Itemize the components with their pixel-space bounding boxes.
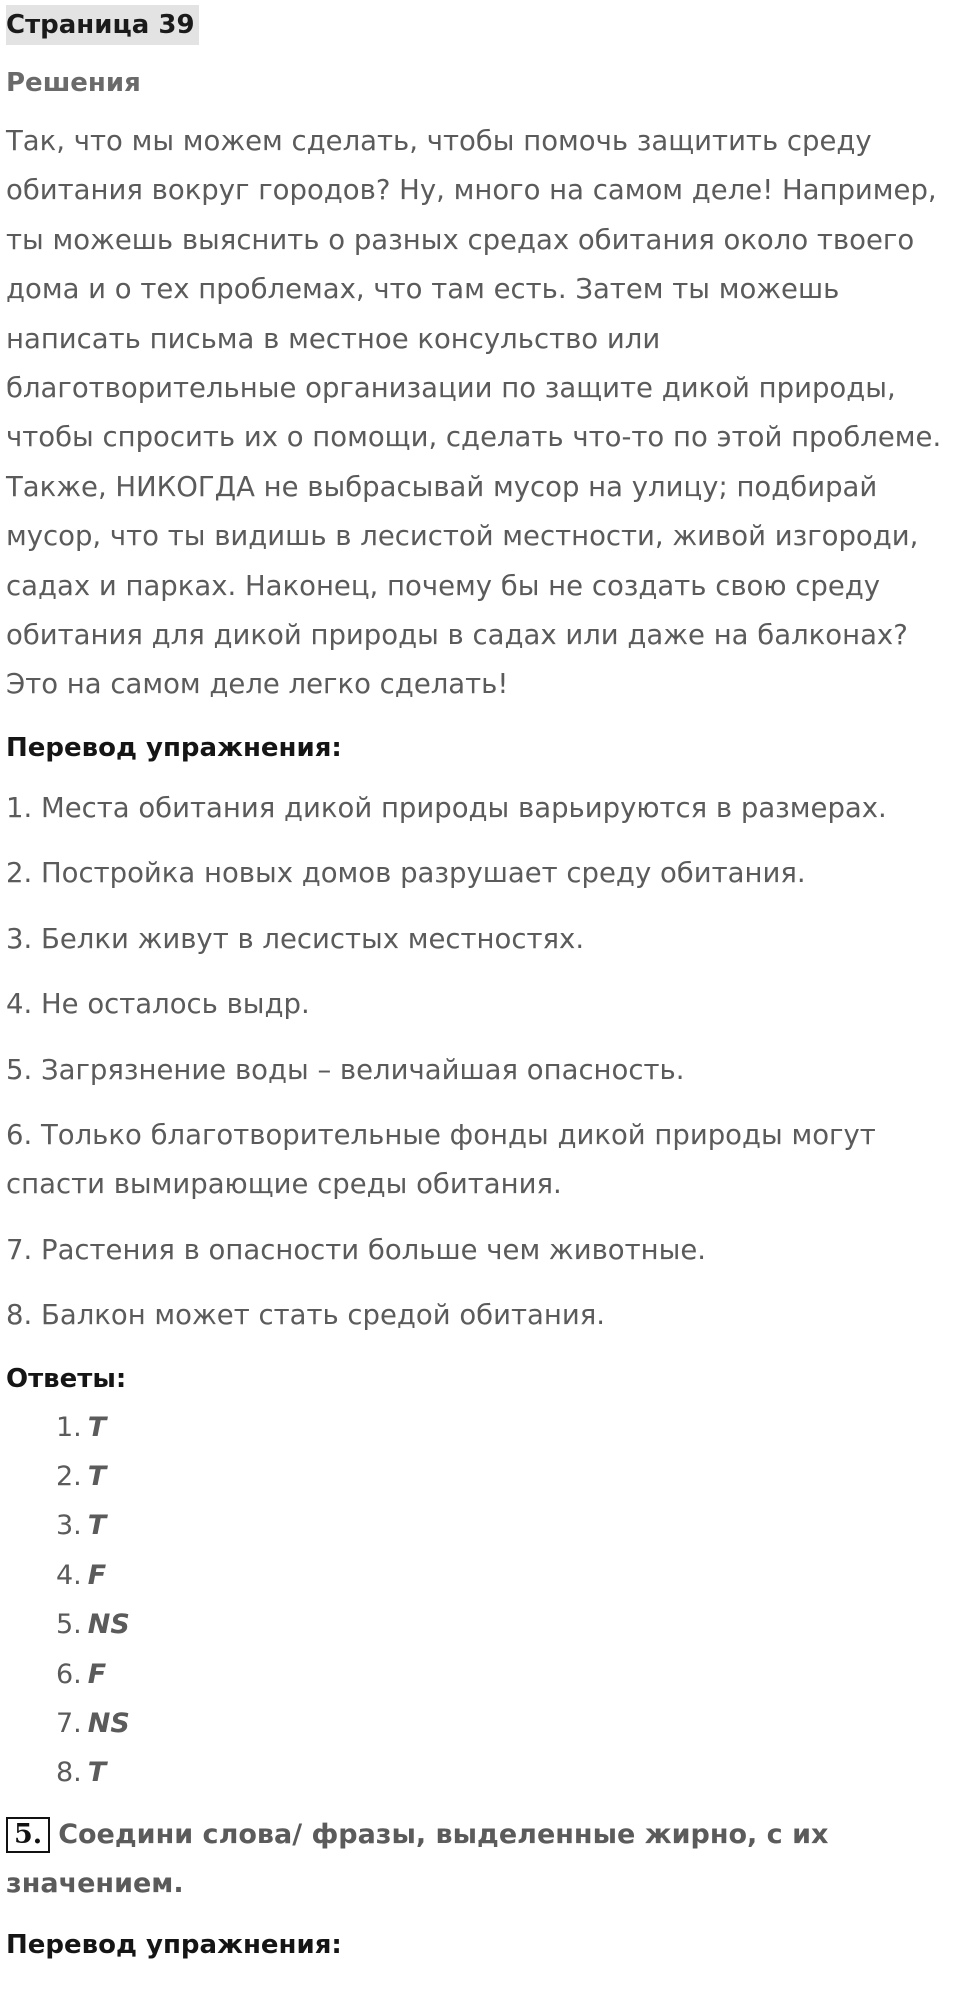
answer-number: 1.	[56, 1411, 82, 1443]
answer-number: 7.	[56, 1707, 82, 1739]
answer-value: NS	[87, 1707, 130, 1739]
sentence-item: 5. Загрязнение воды – величайшая опасность.	[6, 1053, 685, 1086]
answer-value: NS	[87, 1609, 130, 1641]
answer-value: F	[87, 1658, 107, 1690]
task-number-box: 5.	[6, 1817, 50, 1853]
answer-value: T	[87, 1510, 107, 1542]
sentence-item: 2. Постройка новых домов разрушает среду обитания.	[6, 857, 806, 890]
section-title: Решения	[6, 68, 141, 98]
answer-item	[56, 1452, 954, 1501]
answer-item	[56, 1650, 954, 1699]
answers-list	[6, 1403, 954, 1798]
answer-item	[56, 1551, 954, 1600]
answer-item	[56, 1748, 954, 1797]
answer-value: T	[87, 1411, 107, 1443]
answer-item	[56, 1403, 954, 1452]
sentence-item: 8. Балкон может стать средой обитания.	[6, 1299, 606, 1332]
answer-value: F	[87, 1559, 107, 1591]
sentence-item: 4. Не осталось выдр.	[6, 988, 310, 1021]
answer-item	[56, 1501, 954, 1550]
answer-number: 3.	[56, 1510, 82, 1542]
answer-item	[56, 1699, 954, 1748]
answer-item	[56, 1600, 954, 1649]
task-heading	[6, 1810, 954, 1909]
answer-number: 5.	[56, 1609, 82, 1641]
sentence-item: 6. Только благотворительные фонды дикой природы могут спасти вымирающие среды обитания.	[6, 1118, 876, 1201]
translation-heading-2: Перевод упражнения:	[6, 1929, 342, 1960]
answer-number: 4.	[56, 1559, 82, 1591]
task-text: Соедини слова/ фразы, выделенные жирно, с их значением.	[6, 1818, 829, 1900]
answer-number: 8.	[56, 1757, 82, 1789]
sentence-item: 3. Белки живут в лесистых местностях.	[6, 922, 585, 955]
page-title: Страница 39	[6, 5, 199, 45]
intro-paragraph: Так, что мы можем сделать, чтобы помочь защитить среду обитания вокруг городов? Ну, много на самом деле! Например, ты можешь выяснить о разных средах обитания около твоего дома и о тех проблемах, что там есть. Затем ты можешь написать письма в местное консульство или благотворительные организации по защите дикой природы, чтобы спросить их о помощи, сделать что-то по этой проблеме. Также, НИКОГДА не выбрасывай мусор на улицу; подбирай мусор, что ты видишь в лесистой местности, живой изгороди, садах и парках. Наконец, почему бы не создать свою среду обитания для дикой природы в садах или даже на балконах? Это на самом деле легко сделать!	[6, 125, 942, 701]
sentence-list	[6, 784, 954, 1341]
answer-number: 6.	[56, 1658, 82, 1690]
answers-heading: Ответы:	[6, 1363, 127, 1394]
document-page	[6, 0, 954, 1965]
answer-value: T	[87, 1757, 107, 1789]
answer-value: T	[87, 1460, 107, 1492]
sentence-item: 1. Места обитания дикой природы варьируются в размерах.	[6, 791, 887, 824]
sentence-item: 7. Растения в опасности больше чем животные.	[6, 1233, 706, 1266]
answer-number: 2.	[56, 1460, 82, 1492]
translation-heading: Перевод упражнения:	[6, 732, 342, 763]
